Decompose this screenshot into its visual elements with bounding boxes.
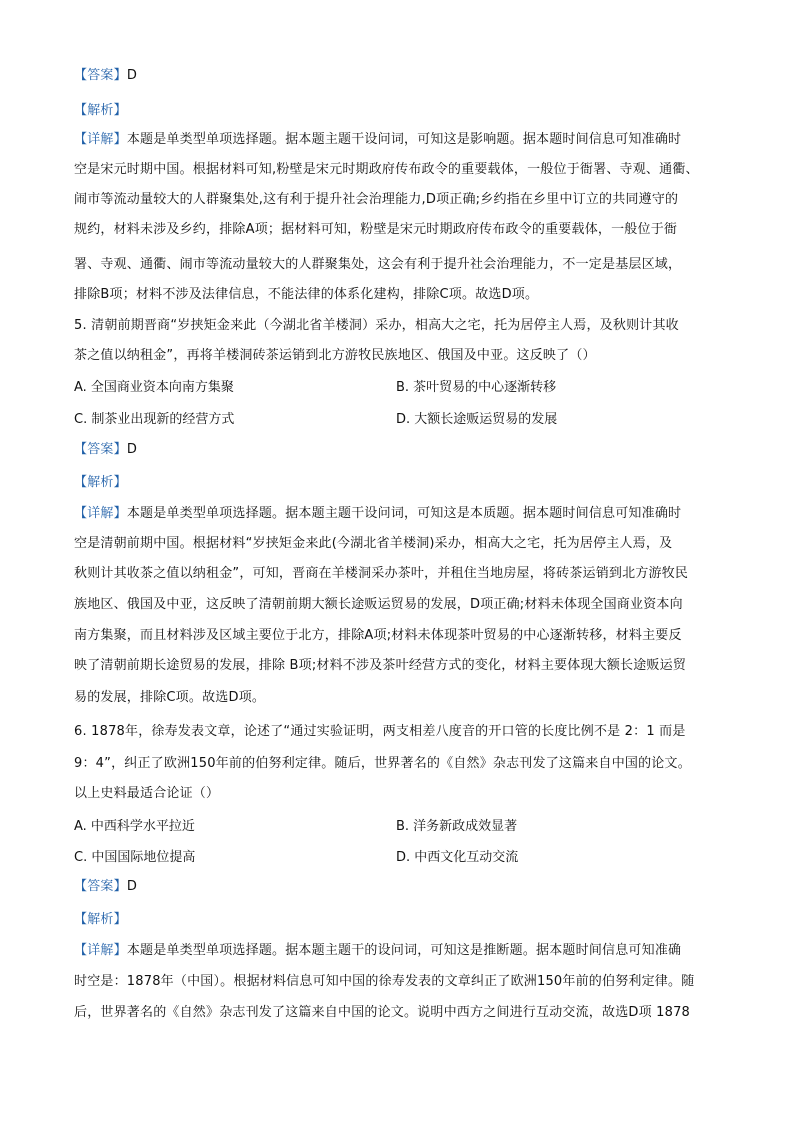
detail-line: 南方集聚，而且材料涉及区域主要位于北方，排除A项;材料未体现茶叶贸易的中心逐渐转移，材料主要反 [74,628,682,643]
answer-line [74,66,734,86]
detail-text: 本题是单类型单项选择题。据本题主题干设问词，可知这是影响题。据本题时间信息可知准确时 [126,132,682,147]
answer-tag: 【答案】 [74,442,127,457]
q5-option-b: B. 茶叶贸易的中心逐渐转移 [396,380,557,395]
q6-option-c: C. 中国国际地位提高 [74,850,196,865]
answer-value: D [126,879,138,894]
analysis-tag: 【解析】 [74,475,127,490]
detail-line: 闹市等流动量较大的人群聚集处,这有利于提升社会治理能力,D项正确;乡约指在乡里中订立的共同遵守的 [74,192,679,207]
detail-line: 族地区、俄国及中亚，这反映了清朝前期大额长途贩运贸易的发展，D项正确;材料未体现全国商业资本向 [74,597,683,612]
detail-line [74,130,734,150]
analysis-tag: 【解析】 [74,103,127,118]
detail-line: 规约，材料未涉及乡约，排除A项；据材料可知，粉壁是宋元时期政府传布政令的重要载体，一般位于衙 [74,222,678,237]
q6-option-a: A. 中西科学水平拉近 [74,819,195,834]
question-6-stem: 6. 1878年，徐寿发表文章，论述了“通过实验证明，两支相差八度音的开口管的长度比例不是 2：1 而是 [74,724,686,739]
detail-tag: 【详解】 [74,943,127,958]
detail-text: 本题是单类型单项选择题。据本题主题干的设问词，可知这是推断题。据本题时间信息可知准确 [126,943,682,958]
q5-option-c: C. 制茶业出现新的经营方式 [74,412,235,427]
detail-line: 时空是：1878年（中国）。根据材料信息可知中国的徐寿发表的文章纠正了欧洲150年前的伯努利定律。随 [74,974,695,989]
question-5-stem: 5. 清朝前期晋商“岁挟矩金来此（今湖北省羊楼洞）采办，相高大之宅，托为居停主人焉，及秋则计其收 [74,318,679,333]
detail-line: 空是清朝前期中国。根据材料“岁挟矩金来此(今湖北省羊楼洞)采办，相高大之宅，托为居停主人焉，及 [74,536,673,551]
detail-text: 本题是单类型单项选择题。据本题主题干设问词，可知这是本质题。据本题时间信息可知准确时 [126,506,682,521]
answer-line [74,877,734,897]
detail-line: 易的发展，排除C项。故选D项。 [74,690,266,705]
question-5-stem: 茶之值以纳租金”，再将羊楼洞砖茶运销到北方游牧民族地区、俄国及中亚。这反映了（） [74,348,596,363]
detail-line: 后，世界著名的《自然》杂志刊发了这篇来自中国的论文。说明中西方之间进行互动交流，故选D项 1878 [74,1005,691,1020]
q5-option-d: D. 大额长途贩运贸易的发展 [396,412,558,427]
detail-line: 空是宋元时期中国。根据材料可知,粉壁是宋元时期政府传布政令的重要载体，一般位于衙署、寺观、通衢、 [74,162,699,177]
question-6-stem: 以上史料最适合论证（） [74,786,220,801]
detail-tag: 【详解】 [74,506,127,521]
detail-line: 排除B项；材料不涉及法律信息，不能法律的体系化建构，排除C项。故选D项。 [74,287,539,302]
detail-line [74,504,734,524]
detail-line: 秋则计其收茶之值以纳租金”，可知，晋商在羊楼洞采办茶叶，并租住当地房屋，将砖茶运销到北方游牧民 [74,566,689,581]
q6-option-d: D. 中西文化互动交流 [396,850,519,865]
detail-tag: 【详解】 [74,132,127,147]
q5-option-a: A. 全国商业资本向南方集聚 [74,380,234,395]
answer-tag: 【答案】 [74,68,127,83]
q6-option-b: B. 洋务新政成效显著 [396,819,518,834]
answer-line [74,440,734,460]
analysis-tag: 【解析】 [74,912,127,927]
question-6-stem: 9：4”，纠正了欧洲150年前的伯努利定律。随后，世界著名的《自然》杂志刊发了这篇来自中国的论文。 [74,756,691,771]
answer-tag: 【答案】 [74,879,127,894]
answer-value: D [126,68,138,83]
detail-line [74,941,734,961]
detail-line: 映了清朝前期长途贸易的发展，排除 B项;材料不涉及茶叶经营方式的变化，材料主要体现大额长途贩运贸 [74,658,687,673]
detail-line: 署、寺观、通衢、闹市等流动量较大的人群聚集处，这会有利于提升社会治理能力，不一定是基层区域， [74,257,682,272]
answer-value: D [126,442,138,457]
